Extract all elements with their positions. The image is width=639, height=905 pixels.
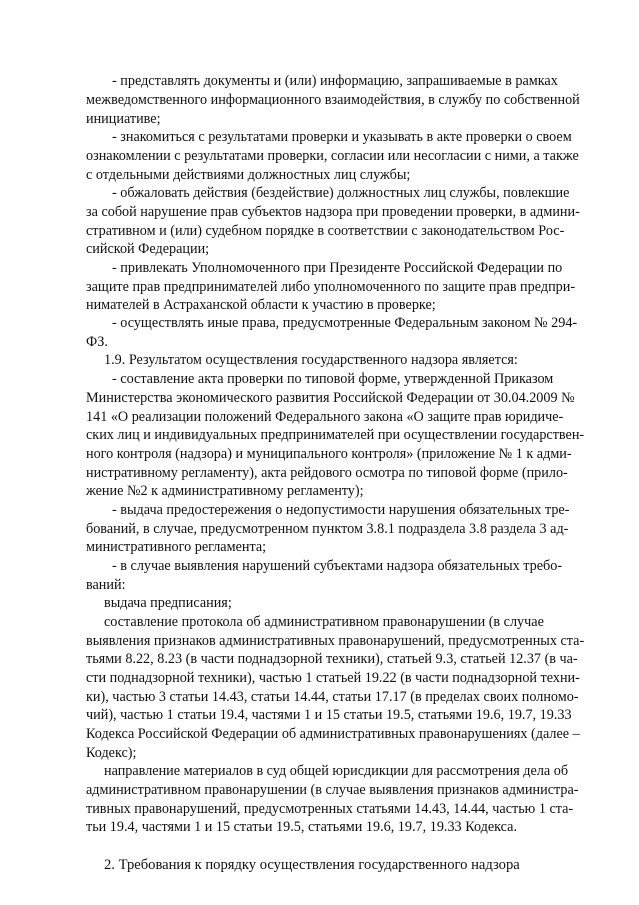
text-line: Кодекс);	[86, 745, 137, 761]
text-line: ознакомлении с результатами проверки, согласии или несогласии с ними, а также	[86, 148, 579, 164]
text-line: составление протокола об административном правонарушении (в случае	[104, 614, 544, 630]
section-1-9-title: 1.9. Результатом осуществления государственного надзора является:	[104, 352, 518, 368]
text-line: с отдельными действиями должностных лиц службы;	[86, 167, 411, 183]
text-line: тьи 19.4, частями 1 и 15 статьи 19.5, статьями 19.6, 19.7, 19.33 Кодекса.	[86, 819, 517, 835]
text-line: сийской Федерации;	[86, 241, 210, 257]
text-line: - представлять документы и (или) информацию, запрашиваемые в рамках	[112, 73, 558, 89]
text-line: тьями 8.22, 8.23 (в части поднадзорной техники), статьей 9.3, статьей 12.37 (в ча-	[86, 651, 578, 667]
text-line: выдача предписания;	[104, 595, 232, 611]
text-line: - выдача предостережения о недопустимости нарушения обязательных тре-	[112, 502, 570, 518]
text-line: ФЗ.	[86, 334, 108, 350]
text-line: ного контроля (надзора) и муниципального контроля» (приложение № 1 к адми-	[86, 446, 572, 462]
text-line: жение №2 к административному регламенту);	[86, 483, 364, 499]
text-line: защите прав предпринимателей либо уполномоченного по защите прав предпри-	[86, 279, 576, 295]
text-line: межведомственного информационного взаимодействия, в службу по собственной	[86, 92, 580, 108]
text-line: - обжаловать действия (бездействие) должностных лиц службы, повлекшие	[112, 185, 570, 201]
text-line: ваний:	[86, 577, 126, 593]
text-line: ки), частью 3 статьи 14.43, статьи 14.44, статьи 17.17 (в пределах своих полномо-	[86, 689, 579, 705]
text-line: чий), частью 1 статьи 19.4, частями 1 и 15 статьи 19.5, статьями 19.6, 19.7, 19.33	[86, 707, 572, 723]
text-line: бований, в случае, предусмотренном пунктом 3.8.1 подраздела 3.8 раздела 3 ад-	[86, 521, 569, 537]
text-line: тивных правонарушений, предусмотренных статьями 14.43, 14.44, частью 1 ста-	[86, 801, 574, 817]
text-line: выявления признаков административных правонарушений, предусмотренных ста-	[86, 633, 585, 649]
text-line: 141 «О реализации положений Федерального закона «О защите прав юридиче-	[86, 409, 564, 425]
text-line: министративного регламента;	[86, 539, 267, 555]
text-line: нимателей в Астраханской области к участию в проверке;	[86, 297, 436, 313]
text-line: Министерства экономического развития Российской Федерации от 30.04.2009 №	[86, 390, 575, 406]
text-line: - составление акта проверки по типовой форме, утвержденной Приказом	[112, 371, 554, 387]
text-line: сти поднадзорной техники), частью 1 статьей 19.22 (в части поднадзорной техни-	[86, 670, 580, 686]
text-line: направление материалов в суд общей юрисдикции для рассмотрения дела об	[104, 763, 569, 779]
text-line: - знакомиться с результатами проверки и указывать в акте проверки о своем	[112, 129, 572, 145]
text-line: административном правонарушении (в случае выявления признаков администра-	[86, 782, 579, 798]
text-line: за собой нарушение прав субъектов надзора при проведении проверки, в админи-	[86, 204, 580, 220]
text-line: нистративному регламенту), акта рейдового осмотра по типовой форме (прило-	[86, 465, 568, 481]
section-2-heading: 2. Требования к порядку осуществления государственного надзора	[104, 857, 520, 873]
text-line: ских лиц и индивидуальных предпринимателей при осуществлении государствен-	[86, 427, 585, 443]
text-line: Кодекса Российской Федерации об административных правонарушениях (далее –	[86, 726, 580, 742]
text-line: - привлекать Уполномоченного при Президенте Российской Федерации по	[112, 260, 563, 276]
text-line: - осуществлять иные права, предусмотренные Федеральным законом № 294-	[112, 315, 578, 331]
text-line: - в случае выявления нарушений субъектами надзора обязательных требо-	[112, 558, 563, 574]
text-line: инициативе;	[86, 111, 161, 127]
text-line: стративном и (или) судебном порядке в соответствии с законодательством Рос-	[86, 223, 565, 239]
